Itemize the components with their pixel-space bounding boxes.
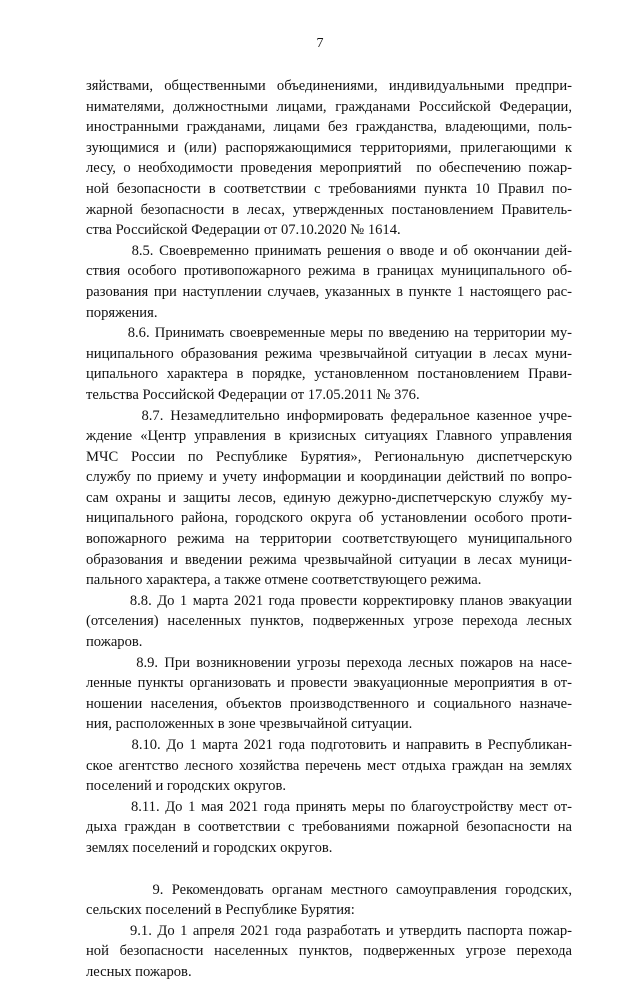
text-line: службу по приему и учету информации и координации действий по вопро- [86, 469, 572, 486]
text-line: вопожарного режима на территории соответствующего муниципального [86, 531, 572, 548]
text-line: 8.9. При возникновении угрозы перехода лесных пожаров на насе- [86, 654, 572, 671]
text-line: 8.6. Принимать своевременные меры по введению на территории му- [86, 325, 572, 342]
text-line: 8.10. До 1 марта 2021 года подготовить и направить в Республикан- [86, 737, 572, 753]
paragraph-9-1 [86, 921, 572, 983]
text-line: пального характера, а также отмене соответствующего режима. [86, 572, 482, 589]
text-line: ствия особого противопожарного режима в границах муниципального об- [86, 263, 572, 280]
text-line: зующимися и (или) распоряжающимися территориями, прилегающими к [86, 139, 572, 156]
text-line: ношении населения, объектов производственного и социального назначе- [86, 695, 572, 712]
paragraph-8-10 [86, 735, 572, 797]
text-line: ства Российской Федерации от 07.10.2020 № 1614. [86, 222, 401, 239]
text-line: землях поселений и городских округов. [86, 839, 333, 856]
text-line: 8.11. До 1 мая 2021 года принять меры по благоустройству мест от- [86, 798, 572, 815]
text-line: ниципального образования режима чрезвычайной ситуации в лесах муни- [86, 345, 572, 362]
document-body [86, 76, 572, 983]
text-line: ципального характера в порядке, установленном постановлением Прави- [86, 366, 572, 383]
text-line: иностранными гражданами, лицами без гражданства, владеющими, поль- [86, 119, 572, 136]
text-line: зяйствами, общественными объединениями, индивидуальными предпри- [86, 78, 572, 94]
paragraph-8-5 [86, 241, 572, 323]
text-line: поселений и городских округов. [86, 778, 286, 795]
text-line: пожаров. [86, 634, 143, 651]
paragraph-8-7 [86, 406, 572, 591]
text-line: разования при наступлении случаев, указанных в пункте 1 настоящего рас- [86, 283, 572, 300]
text-line: ленные пункты организовать и провести эвакуационные мероприятия в от- [86, 675, 572, 692]
text-line: ское агентство лесного хозяйства перечень мест отдыха граждан на землях [86, 757, 572, 774]
text-line: сельских поселений в Республике Бурятия: [86, 902, 355, 919]
text-line: жарной безопасности в лесах, утвержденных постановлением Правитель- [86, 201, 572, 218]
text-line: 8.5. Своевременно принимать решения о вводе и об окончании дей- [86, 242, 572, 259]
text-line: нимателями, должностными лицами, гражданами Российской Федерации, [86, 98, 572, 115]
text-line: сам охраны и защиты лесов, единую дежурно-диспетчерскую службу му- [86, 489, 572, 506]
text-line: дыха граждан в соответствии с требованиями пожарной безопасности на [86, 819, 572, 836]
paragraph-8-8 [86, 591, 572, 653]
text-line: ной безопасности в соответствии с требованиями пункта 10 Правил по- [86, 180, 572, 197]
text-line: 9.1. До 1 апреля 2021 года разработать и утвердить паспорта пожар- [86, 922, 572, 939]
paragraph-spacer [86, 859, 572, 880]
text-line: (отселения) населенных пунктов, подверженных угрозе перехода лесных [86, 613, 572, 630]
paragraph-8-6 [86, 323, 572, 405]
paragraph-8-9 [86, 653, 572, 735]
paragraph-8-11 [86, 797, 572, 859]
text-line: 8.8. До 1 марта 2021 года провести корректировку планов эвакуации [86, 592, 572, 609]
text-line: тельства Российской Федерации от 17.05.2011 № 376. [86, 386, 420, 403]
text-line: МЧС России по Республике Бурятия», Региональную диспетчерскую [86, 448, 572, 465]
text-line: ной безопасности населенных пунктов, подверженных угрозе перехода [86, 943, 572, 960]
text-line: 9. Рекомендовать органам местного самоуправления городских, [86, 881, 572, 898]
text-line: 8.7. Незамедлительно информировать федеральное казенное учре- [86, 407, 572, 424]
text-line: ждение «Центр управления в кризисных ситуациях Главного управления [86, 428, 572, 445]
text-line: поряжения. [86, 304, 158, 321]
paragraph-cont [86, 76, 572, 241]
text-line: лесу, о необходимости проведения мероприятий по обеспечению пожар- [86, 160, 572, 177]
paragraph-9 [86, 880, 572, 921]
page-number: 7 [316, 36, 324, 51]
text-line: ния, расположенных в зоне чрезвычайной ситуации. [86, 716, 413, 733]
text-line: образования и введении режима чрезвычайной ситуации в лесах муници- [86, 551, 572, 568]
text-line: лесных пожаров. [86, 963, 192, 980]
text-line: ниципального района, городского округа об установлении особого проти- [86, 510, 572, 527]
